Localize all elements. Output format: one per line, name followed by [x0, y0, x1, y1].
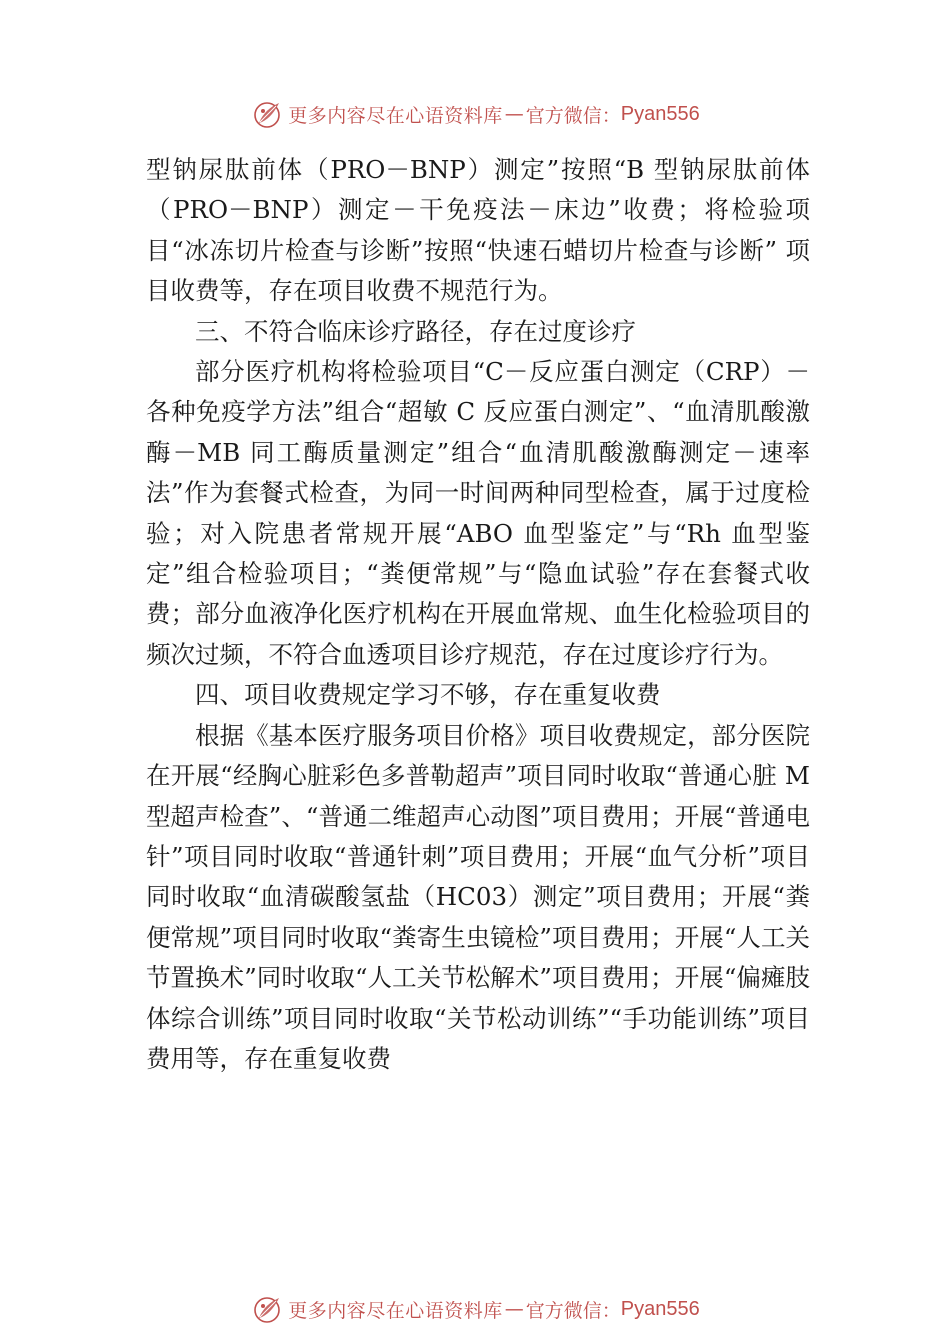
header-account: Pyan556 — [620, 102, 700, 125]
header-banner — [0, 94, 950, 134]
header-brand-text: 更多内容尽在心语资料库 — [288, 104, 503, 127]
footer-banner — [0, 1289, 950, 1329]
paragraph-over-diagnosis: 部分医疗机构将检验项目“C－反应蛋白测定（CRP）－ 各种免疫学方法”组合“超敏 C 反应蛋白测定”、“血清肌酸激酶－MB 同工酶质量测定”组合“血清肌酸激酶测定－速率法”作为套餐式检查，为同一时间两种同型检查，属于过度检验；对入院患者常规开展“ABO 血型鉴定”与“Rh 血型鉴定”组合检验项目；“粪便常规”与“隐血试验”存在套餐式收费；部分血液净化医疗机构在开展血常规、血生化检验项目的频次过频，不符合血透项目诊疗规范，存在过度诊疗行为。 — [146, 357, 810, 669]
footer-wechat-label: 官方微信： — [525, 1299, 621, 1322]
section-heading-three: 三、不符合临床诊疗路径，存在过度诊疗 — [195, 316, 636, 346]
document-body — [146, 150, 810, 1079]
footer-brand-text: 更多内容尽在心语资料库 — [288, 1299, 503, 1322]
header-dash: — — [504, 103, 524, 125]
header-wechat-label: 官方微信： — [525, 104, 621, 127]
leaf-swirl-logo-icon — [250, 1292, 284, 1326]
leaf-swirl-logo-icon — [250, 97, 284, 131]
section-heading-four: 四、项目收费规定学习不够，存在重复收费 — [195, 680, 661, 710]
paragraph-duplicate-charges: 根据《基本医疗服务项目价格》项目收费规定，部分医院在开展“经胸心脏彩色多普勒超声”项目同时收取“普通心脏 M 型超声检查”、“普通二维超声心动图”项目费用；开展“普通电针”项目同时收取“普通针刺”项目费用；开展“血气分析”项目同时收取“血清碳酸氢盐（HC03）测定”项目费用；开展“粪便常规”项目同时收取“粪寄生虫镜检”项目费用；开展“人工关节置换术”同时收取“人工关节松解术”项目费用；开展“偏瘫肢体综合训练”项目同时收取“关节松动训练”“手功能训练”项目费用等，存在重复收费 — [146, 720, 810, 1073]
footer-account: Pyan556 — [620, 1297, 700, 1320]
paragraph-continued: 型钠尿肽前体（PRO－BNP）测定”按照“B 型钠尿肽前体（PRO－BNP）测定－干免疫法－床边”收费；将检验项目“冰冻切片检查与诊断”按照“快速石蜡切片检查与诊断” 项目收费等，存在项目收费不规范行为。 — [146, 155, 810, 306]
footer-dash: — — [504, 1298, 524, 1320]
